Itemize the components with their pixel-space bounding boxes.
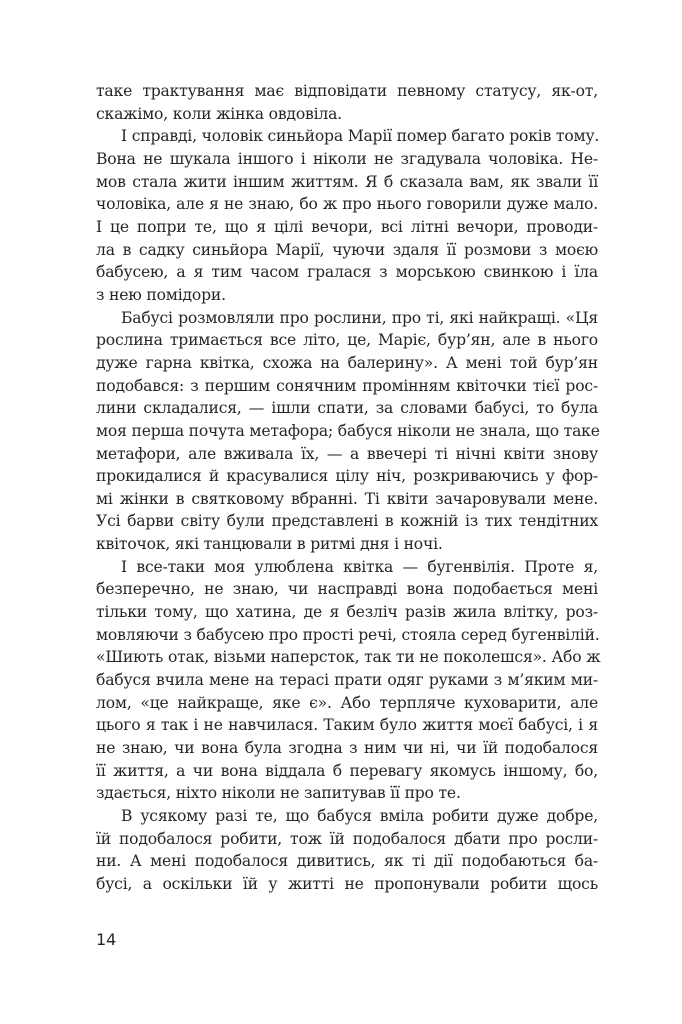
text-line: ла в садку синьйора Марії, чуючи здаля її розмови з моєю	[96, 240, 598, 259]
paragraph-start: І все-таки моя улюблена квітка — бугенвілія. Проте я,	[121, 557, 598, 576]
text-line: рослина тримається все літо, це, Маріє, бур’ян, але в нього	[96, 331, 598, 350]
text-line: здається, ніхто ніколи не запитував її про те.	[96, 784, 461, 803]
text-line: подобався: з першим сонячним промінням квіточки тієї рос-	[96, 376, 598, 395]
text-line: Усі барви світу були представлені в кожній із тих тендітних	[96, 512, 598, 531]
text-line: з нею помідори.	[96, 285, 226, 304]
text-line: «Шиють отак, візьми наперсток, так ти не поколешся». Або ж	[96, 648, 601, 667]
text-line: бабусею, а я тим часом гралася з морською свинкою і їла	[96, 263, 598, 282]
text-line: метафори, але вживала їх, — а ввечері ті нічні квіти знову	[96, 444, 598, 463]
text-line: безперечно, не знаю, чи насправді вона подобається мені	[96, 580, 598, 599]
text-line: ни. А мені подобалося дивитись, як ті дії подобаються ба-	[96, 852, 598, 871]
paragraph-start: Бабусі розмовляли про рослини, про ті, які найкращі. «Ця	[121, 308, 598, 327]
text-line: не знаю, чи вона була згодна з ним чи ні, чи їй подобалося	[96, 739, 598, 758]
text-line: лини складалися, — ішли спати, за словами бабусі, то була	[96, 399, 598, 418]
paragraph-start: В усякому разі те, що бабуся вміла робити дуже добре,	[121, 807, 598, 825]
text-line: бабуся вчила мене на терасі прати одяг руками з м’яким ми-	[96, 671, 598, 690]
text-line: І це попри те, що я цілі вечори, всі літні вечори, проводи-	[96, 217, 598, 236]
page-body	[96, 80, 601, 896]
paragraph-start: І справді, чоловік синьйора Марії помер багато років тому.	[121, 127, 600, 146]
text-line: моя перша почута метафора; бабуся ніколи не знала, що таке	[96, 421, 600, 440]
text-line: квіточок, які танцювали в ритмі дня і ночі.	[96, 535, 443, 554]
text-line: чоловіка, але я не знаю, бо ж про нього говорили дуже мало.	[96, 195, 598, 214]
text-line: прокидалися й красувалися цілу ніч, розкриваючись у фор-	[96, 467, 598, 486]
text-line: мовляючи з бабусею про прості речі, стояла серед бугенвілій.	[96, 625, 600, 644]
text-line: тільки тому, що хатина, де я безліч разів жила влітку, роз-	[96, 603, 598, 622]
page-number: 14	[96, 930, 117, 949]
text-line: її життя, а чи вона віддала б перевагу якомусь іншому, бо,	[96, 761, 598, 780]
text-line: мов стала жити іншим життям. Я б сказала вам, як звали її	[96, 172, 598, 191]
text-line: лом, «це найкраще, яке є». Або терпляче куховарити, але	[96, 693, 598, 712]
text-line: дуже гарна квітка, схожа на балерину». А мені той бур’ян	[96, 353, 598, 372]
text-line: їй подобалося робити, тож їй подобалося дбати про росли-	[96, 829, 598, 848]
text-line: мі жінки в святковому вбранні. Ті квіти зачаровували мене.	[96, 489, 598, 508]
text-line: бусі, а оскільки їй у житті не пропонували робити щось	[96, 874, 598, 893]
text-line: скажімо, коли жінка овдовіла.	[96, 104, 342, 123]
text-line: Вона не шукала іншого і ніколи не згадувала чоловіка. Не-	[96, 149, 598, 168]
text-line: таке трактування має відповідати певному статусу, як-от,	[96, 82, 598, 100]
text-line: цього я так і не навчилася. Таким було життя моєї бабусі, і я	[96, 716, 598, 735]
